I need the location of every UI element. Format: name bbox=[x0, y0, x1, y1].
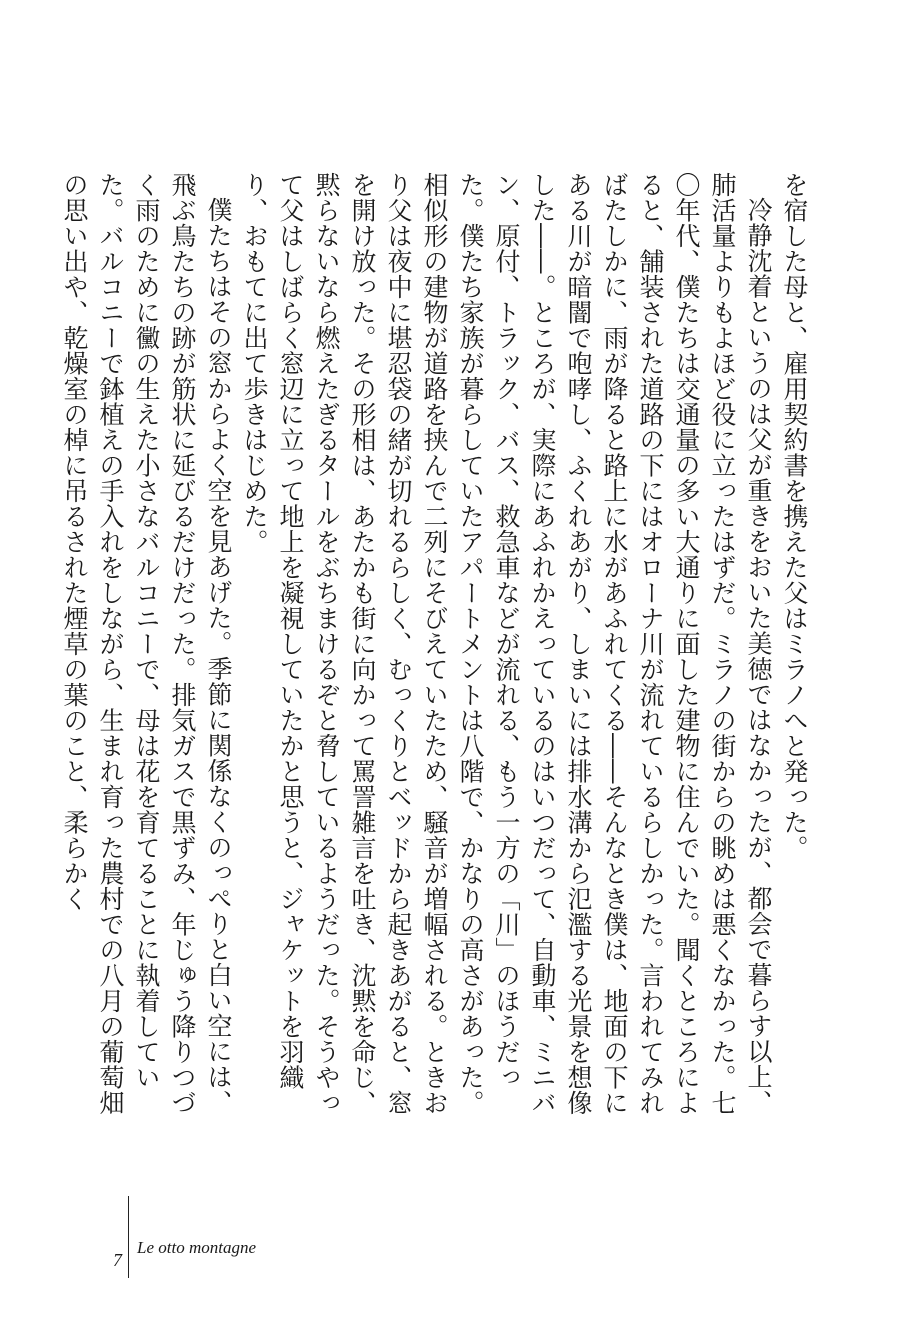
paragraph: 僕たちはその窓からよく空を見あげた。季節に関係なくのっぺりと白い空には、飛ぶ鳥たちの跡が筋状に延びるだけだった。排気ガスで黒ずみ、年じゅう降りつづく雨のために黴の生えた小さなバルコニーで、母は花を育てることに執着していた。バルコニーで鉢植えの手入れをしながら、生まれ育った農村での八月の葡萄畑の思い出や、乾燥室の棹に吊るされた煙草の葉のこと、柔らかく bbox=[60, 172, 233, 1116]
running-title: Le otto montagne bbox=[137, 1238, 256, 1257]
paragraph: 冷静沈着というのは父が重きをおいた美徳ではなかったが、都会で暮らす以上、肺活量よりもよほど役に立ったはずだ。ミラノの街からの眺めは悪くなかった。七〇年代、僕たちは交通量の多い大通りに面した建物に住んでいた。聞くところによると、舗装された道路の下にはオローナ川が流れているらしかった。言われてみればたしかに、雨が降ると路上に水があふれてくる――そんなとき僕は、地面の下にある川が暗闇で咆哮し、ふくれあがり、しまいには排水溝から氾濫する光景を想像した――。ところが、実際にあふれかえっているのはいつだって、自動車、ミニバン、原付、トラック、バス、救急車などが流れる、もう一方の「川」のほうだった。僕たち家族が暮らしていたアパートメントは八階で、かなりの高さがあった。相似形の建物が道路を挟んで二列にそびえていたため、騒音が増幅される。ときおり父は夜中に堪忍袋の緒が切れるらしく、むっくりとベッドから起きあがると、窓を開け放った。その形相は、あたかも街に向かって罵詈雑言を吐き、沈黙を命じ、黙らないなら燃えたぎるタールをぶちまけるぞと脅しているようだった。そうやって父はしばらく窓辺に立って地上を凝視していたかと思うと、ジャケットを羽織り、おもてに出て歩きはじめた。 bbox=[240, 172, 773, 1116]
paragraph-continuation: を宿した母と、雇用契約書を携えた父はミラノへと発った。 bbox=[780, 172, 809, 861]
folio-divider bbox=[128, 1196, 129, 1278]
page-number: 7 bbox=[113, 1250, 122, 1270]
vertical-text-body bbox=[60, 172, 812, 1137]
